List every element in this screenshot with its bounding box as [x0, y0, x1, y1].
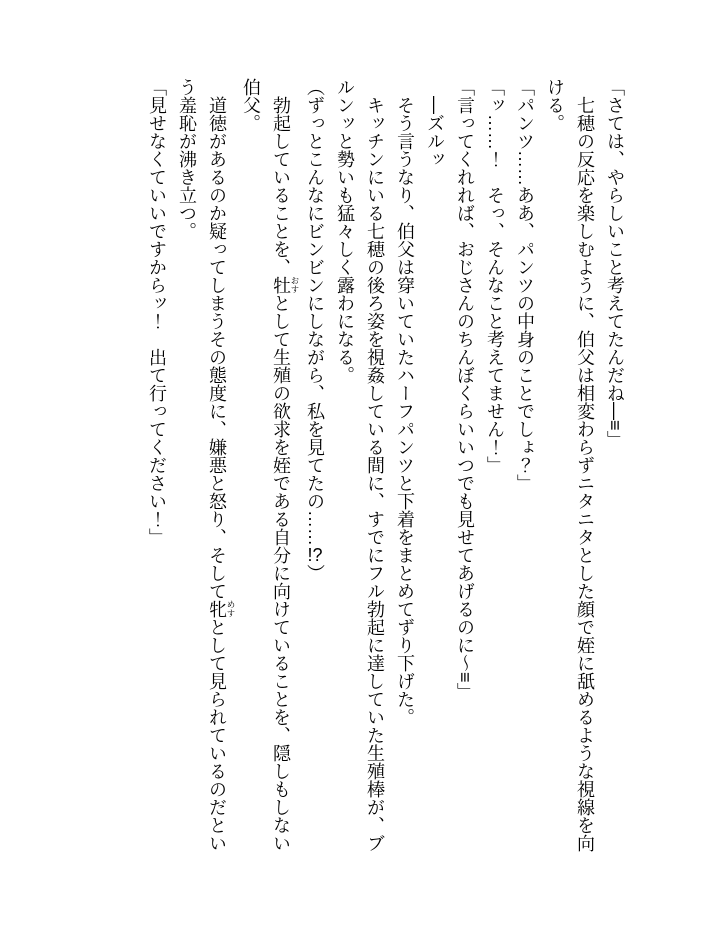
paragraph-1: 「さては、やらしいこと考えてたんだね―≡」	[605, 78, 625, 449]
paragraph-11: 道徳があるのか疑ってしまうその態度に、嫌悪と怒り、そして牝 めすとして見られているのだという羞恥が沸き立つ。	[177, 78, 236, 852]
ruby-base: 牝 めす	[207, 600, 236, 618]
vertical-text-flow	[142, 78, 630, 860]
paragraph-3: 「パンツ……ああ、パンツの中身のことでしょ？」	[515, 78, 535, 492]
paragraph-8: キッチンにいる七穂の後ろ姿を視姦している間に、すでにフル勃起に達していた生殖棒が、ブルンッと勢いも猛々しく露わになる。	[335, 78, 385, 852]
paragraph-4: 「ッ……！ そっ、そんなこと考えてません！」	[485, 78, 505, 474]
paragraph-6: ―ズルッ	[425, 96, 445, 168]
tate-chu-yoko: !?	[307, 546, 323, 564]
paragraph-9: （ずっとこんなにビンビンにしながら、私を見てたの……!?）	[305, 78, 325, 582]
paragraph-2: 七穂の反応を楽しむように、伯父は相変わらずニタニタとした顔で姪に舐めるような視線を向ける。	[545, 78, 595, 852]
ruby-base: 牡 おす	[271, 276, 300, 294]
paragraph-5: 「言ってくれれば、おじさんのちんぼくらいいつでも見せてあげるのに〜≡」	[455, 78, 475, 701]
paragraph-10: 勃起していることを、牡 おすとして生殖の欲求を姪である自分に向けていることを、隠しもしない伯父。	[241, 78, 300, 852]
paragraph-12: 「見せなくていいですからッ！ 出て行ってください！」	[147, 78, 167, 546]
ruby-furigana: めす	[226, 600, 236, 618]
ruby-furigana: おす	[290, 276, 300, 294]
paragraph-7: そう言うなり、伯父は穿いていたハーフパンツと下着をまとめてずり下げた。	[395, 96, 415, 726]
